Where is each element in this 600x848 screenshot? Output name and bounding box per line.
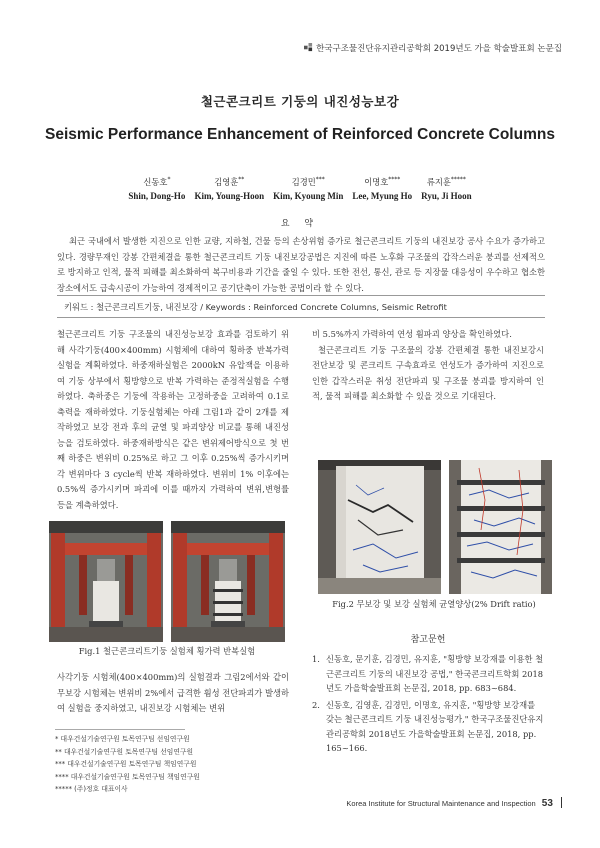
reference-number: 2. xyxy=(312,699,320,710)
author-name-ko: 류지훈 xyxy=(426,176,451,187)
author-name-en: Shin, Dong-Ho xyxy=(128,190,186,201)
footnotes xyxy=(55,733,200,796)
abstract-heading: 요 약 xyxy=(280,219,320,229)
author xyxy=(421,173,471,203)
fig2-caption: Fig.2 무보강 및 보강 실험체 균열양상(2% Drift ratio) xyxy=(332,599,536,609)
author-name-ko: 김영훈 xyxy=(214,176,239,187)
author-affiliation-mark: *** xyxy=(315,176,325,183)
fig1-photo-unreinforced xyxy=(49,521,163,642)
footnote: ** 대우건설기술연구원 토목연구팀 선임연구원 xyxy=(55,747,194,756)
author-list xyxy=(0,173,600,203)
footnote-rule xyxy=(55,729,185,730)
keywords: 키워드 : 철근콘크리트기둥, 내진보강 / Keywords : Reinforced Concrete Columns, Seismic Retrofit xyxy=(64,302,447,312)
keyword-rule-bottom xyxy=(57,317,545,318)
fig2-photo-reinforced xyxy=(449,460,552,594)
title-english: Seismic Performance Enhancement of Reinforced Concrete Columns xyxy=(45,126,555,143)
journal-name: 한국구조물진단유지관리공학회 2019년도 가을 학술발표회 논문집 xyxy=(316,44,562,54)
author-affiliation-mark: * xyxy=(167,176,171,183)
references-heading: 참고문헌 xyxy=(410,635,446,645)
author xyxy=(128,173,185,203)
author xyxy=(194,173,264,203)
author-affiliation-mark: **** xyxy=(388,176,401,183)
reference-text: 신동호, 문기훈, 김경민, 유지훈, "횡방향 보강재를 이용한 철근콘크리트 기둥의 내진보강 공법," 한국콘크리트학회 2018년도 가을학술발표회 논문집, 2018, pp. 683~684. xyxy=(326,654,544,693)
page-footer xyxy=(346,797,562,809)
footer-divider xyxy=(561,797,562,808)
footnote: *** 대우건설기술연구원 토목연구팀 책임연구원 xyxy=(55,760,197,768)
fig1-photo-reinforced xyxy=(171,521,285,642)
reference-item xyxy=(312,652,544,696)
body-right-results xyxy=(312,327,544,405)
footnote: **** 대우건설기술연구원 토목연구팀 책임연구원 xyxy=(55,772,200,781)
author-name-ko: 이명호 xyxy=(364,176,389,187)
body-left-intro: 철근콘크리트 기둥 구조물의 내진성능보강 효과를 검토하기 위해 사각기둥(400×400mm) 시험체에 대하여 횡하중 반복가력실험을 계획하였다. 하중재하실험은 2000kN 유압잭을 이용하여 기둥 상부에서 횡방향으로 반복 가력하는 준정적실험을 수행하였다. 축하중은 기둥에 작용하는 고정하중을 고려하여 0.1로 축력을 재하하였다. 기둥실험체는 아래 그림1과 같이 2개를 제작하였고 보강 전과 후의 균열 및 파괴양상 비교를 통해 내진성능을 검토하였다. 하중재하방식은 같은 변위제어방식으로 첫 번째 하중은 변위비 0.25%로 하고 그 이후 0.25%씩 증가시키며 각 변위마다 3 cycle씩 반복 재하하였다. 변위비 1% 이후에는 0.5%씩 증가시키며 파괴에 이를 때까지 가력하여 변위,변형률 등을 계측하였다. xyxy=(57,329,289,510)
author-name-en: Kim, Kyoung Min xyxy=(273,190,344,201)
page-number: 53 xyxy=(541,798,553,809)
reference-text: 신동호, 김영훈, 김경민, 이명호, 유지훈, "횡방향 보강재를 갖는 철근콘크리트 기둥 내진성능평가," 한국구조물진단유지관리공학회 2018년도 가을학술발표회 논문집, 2018, pp. 165~166. xyxy=(326,699,544,753)
title-korean: 철근콘크리트 기둥의 내진성능보강 xyxy=(200,94,400,109)
journal-header xyxy=(304,42,562,54)
author-name-ko: 김경민 xyxy=(291,176,316,187)
body-right-conclusion: 철근콘크리트 기둥 구조물의 강봉 간편체결 통한 내진보강시 전단보강 및 콘크리트 구속효과로 연성도가 증가하여 지진으로 인한 갑작스러운 취성 전단파괴 및 구조물 붕괴를 방지하여 인적, 물적 피해를 최소화할 수 있을 것으로 기대된다. xyxy=(312,344,544,401)
author-name-en: Ryu, Ji Hoon xyxy=(421,190,472,201)
fig1-caption: Fig.1 철근콘크리트기둥 실험체 횡가력 반복실험 xyxy=(78,646,256,656)
reference-item xyxy=(312,698,544,756)
body-left-results: 사각기둥 시험체(400×400mm)의 실험결과 그림2에서와 같이 무보강 시험체는 변위비 2%에서 급격한 휨성 전단파괴가 발생하여 실험을 중지하였고, 내진보강 시험체는 변위 xyxy=(57,672,289,713)
keyword-rule-top xyxy=(57,295,545,296)
author-name-en: Lee, Myung Ho xyxy=(352,190,413,201)
author-name-en: Kim, Young-Hoon xyxy=(194,190,265,201)
journal-logo-icon xyxy=(304,43,313,52)
author-name-ko: 신동호 xyxy=(143,176,168,187)
author-affiliation-mark: ** xyxy=(238,176,245,183)
reference-number: 1. xyxy=(312,654,320,664)
references-list xyxy=(312,652,544,756)
abstract-body: 최근 국내에서 발생한 지진으로 인한 교량, 지하철, 건물 등의 손상위험 증가로 철근콘크리트 기둥의 내진보강 공사 수요가 증가하고 있다. 경량무재인 강봉 간편체결을 통한 철근콘크리트 기둥 내진보강공법은 지진에 따른 노후화 구조물의 갑작스러운 붕괴를 선제적으로 방지하고 인적, 물적 피해를 최소화하여 복구비용과 기간을 줄일 수 있다. 또한 전선, 통신, 관로 등 지장물 대응성이 우수하고 협소한 장소에서도 급속시공이 가능하여 경제적이고 공기단축이 가능한 공법이라 할 수 있다. xyxy=(57,236,545,293)
fig2-photo-unreinforced xyxy=(318,460,441,594)
author-affiliation-mark: ***** xyxy=(450,176,466,183)
body-right-continuation: 비 5.5%까지 가력하여 연성 휨파괴 양상을 확인하였다. xyxy=(312,329,512,339)
footnote: ***** (주)정호 대표이사 xyxy=(55,785,128,793)
footnote: * 대우건설기술연구원 토목연구팀 선임연구원 xyxy=(55,735,190,743)
footer-institute: Korea Institute for Structural Maintenance and Inspection xyxy=(346,799,536,808)
author xyxy=(273,173,343,203)
author xyxy=(352,173,412,203)
